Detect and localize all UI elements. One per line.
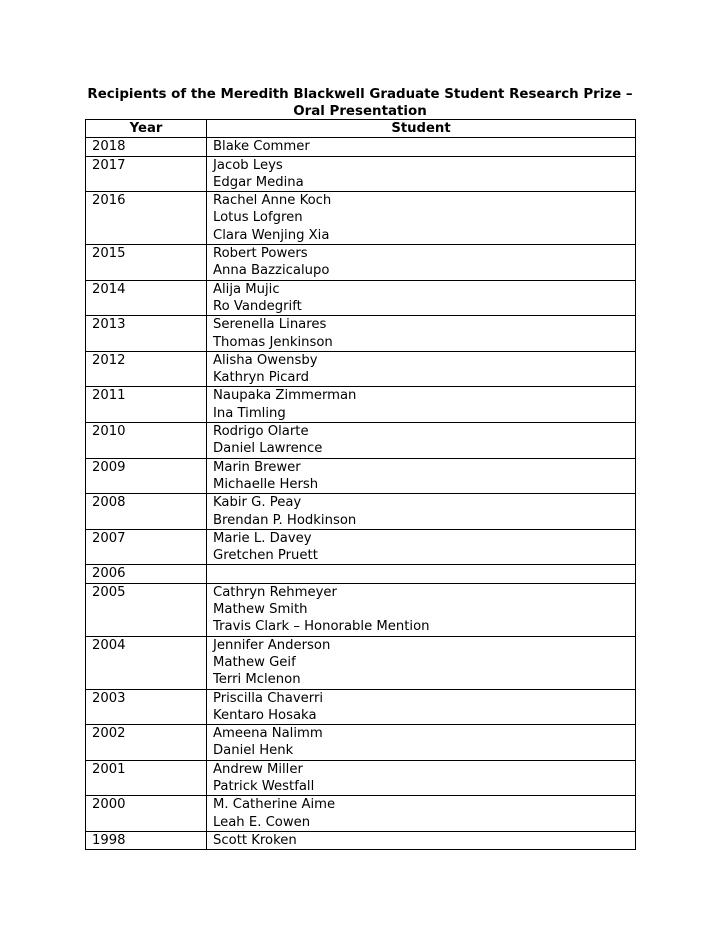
- student-name: Priscilla Chaverri: [213, 690, 324, 706]
- year-cell: 2003: [86, 689, 207, 725]
- year-cell: 2004: [86, 636, 207, 689]
- student-name: Blake Commer: [213, 139, 310, 155]
- student-name: Alisha Owensby: [213, 352, 318, 368]
- year-cell: 2013: [86, 316, 207, 352]
- year-cell: 2011: [86, 387, 207, 423]
- year-cell: 2016: [86, 192, 207, 245]
- year-cell: 2008: [86, 494, 207, 530]
- student-name: Marin Brewer: [213, 459, 301, 475]
- table-row: [86, 351, 636, 387]
- student-name: Rachel Anne Koch: [213, 193, 332, 209]
- student-cell: [207, 565, 636, 583]
- student-cell: [207, 156, 636, 192]
- student-name: Patrick Westfall: [213, 778, 315, 794]
- table-row: [86, 725, 636, 761]
- student-cell: [207, 458, 636, 494]
- student-name: Jacob Leys: [213, 157, 283, 173]
- table-row: [86, 565, 636, 583]
- student-cell: [207, 245, 636, 281]
- student-name: Andrew Miller: [213, 761, 303, 777]
- table-row: [86, 192, 636, 245]
- year-cell: 2017: [86, 156, 207, 192]
- student-name: Michaelle Hersh: [213, 476, 319, 492]
- table-row: [86, 796, 636, 832]
- student-name: Ro Vandegrift: [213, 298, 302, 314]
- table-row: [86, 280, 636, 316]
- table-row: [86, 831, 636, 849]
- student-cell: [207, 387, 636, 423]
- student-cell: [207, 192, 636, 245]
- student-name: Robert Powers: [213, 246, 308, 262]
- student-name: Travis Clark – Honorable Mention: [213, 619, 430, 635]
- year-cell: 2005: [86, 583, 207, 636]
- student-cell: [207, 831, 636, 849]
- student-cell: [207, 138, 636, 156]
- table-row: [86, 529, 636, 565]
- student-name: Brendan P. Hodkinson: [213, 512, 357, 528]
- student-name: Anna Bazzicalupo: [213, 263, 330, 279]
- student-cell: [207, 351, 636, 387]
- student-name: Edgar Medina: [213, 174, 304, 190]
- student-name: Scott Kroken: [213, 832, 297, 848]
- year-cell: 2002: [86, 725, 207, 761]
- year-column-header: Year: [86, 120, 207, 138]
- student-cell: [207, 760, 636, 796]
- student-name: Ina Timling: [213, 405, 286, 421]
- student-column-header: Student: [207, 120, 636, 138]
- student-name: Mathew Smith: [213, 602, 308, 618]
- table-row: [86, 245, 636, 281]
- year-cell: 2007: [86, 529, 207, 565]
- student-name: Thomas Jenkinson: [213, 334, 333, 350]
- year-cell: 1998: [86, 831, 207, 849]
- student-name: M. Catherine Aime: [213, 797, 336, 813]
- year-cell: 2000: [86, 796, 207, 832]
- year-cell: 2015: [86, 245, 207, 281]
- recipients-table: [85, 119, 636, 850]
- table-row: [86, 138, 636, 156]
- student-name: Kabir G. Peay: [213, 495, 302, 511]
- table-row: [86, 494, 636, 530]
- student-name: Daniel Lawrence: [213, 441, 323, 457]
- student-name: Naupaka Zimmerman: [213, 388, 357, 404]
- page-title: Recipients of the Meredith Blackwell Graduate Student Research Prize – Oral Presentation: [87, 87, 633, 119]
- student-cell: [207, 529, 636, 565]
- student-name: Jennifer Anderson: [213, 637, 331, 653]
- student-cell: [207, 725, 636, 761]
- table-row: [86, 760, 636, 796]
- year-cell: 2018: [86, 138, 207, 156]
- student-name: Terri Mclenon: [213, 672, 301, 688]
- student-cell: [207, 494, 636, 530]
- table-row: [86, 583, 636, 636]
- year-cell: 2009: [86, 458, 207, 494]
- student-name: Kathryn Picard: [213, 370, 310, 386]
- student-cell: [207, 796, 636, 832]
- student-cell: [207, 423, 636, 459]
- student-name: Rodrigo Olarte: [213, 424, 309, 440]
- table-row: [86, 316, 636, 352]
- table-row: [86, 458, 636, 494]
- table-header-row: [86, 120, 636, 138]
- year-cell: 2014: [86, 280, 207, 316]
- student-name: Daniel Henk: [213, 743, 294, 759]
- year-cell: 2010: [86, 423, 207, 459]
- student-name: Alija Mujic: [213, 281, 280, 297]
- student-cell: [207, 583, 636, 636]
- table-row: [86, 387, 636, 423]
- student-name: Cathryn Rehmeyer: [213, 584, 337, 600]
- student-cell: [207, 636, 636, 689]
- student-cell: [207, 280, 636, 316]
- table-row: [86, 689, 636, 725]
- student-name: Clara Wenjing Xia: [213, 227, 330, 243]
- year-cell: 2001: [86, 760, 207, 796]
- student-cell: [207, 316, 636, 352]
- table-row: [86, 423, 636, 459]
- student-name: Kentaro Hosaka: [213, 707, 317, 723]
- year-cell: 2006: [86, 565, 207, 583]
- student-name: Mathew Geif: [213, 654, 296, 670]
- student-name: Ameena Nalimm: [213, 726, 323, 742]
- year-cell: 2012: [86, 351, 207, 387]
- student-name: Marie L. Davey: [213, 530, 312, 546]
- student-cell: [207, 689, 636, 725]
- student-name: Gretchen Pruett: [213, 548, 318, 564]
- student-name: Serenella Linares: [213, 317, 327, 333]
- student-name: Lotus Lofgren: [213, 210, 303, 226]
- table-row: [86, 636, 636, 689]
- student-name: Leah E. Cowen: [213, 814, 311, 830]
- table-row: [86, 156, 636, 192]
- table-body: [86, 138, 636, 850]
